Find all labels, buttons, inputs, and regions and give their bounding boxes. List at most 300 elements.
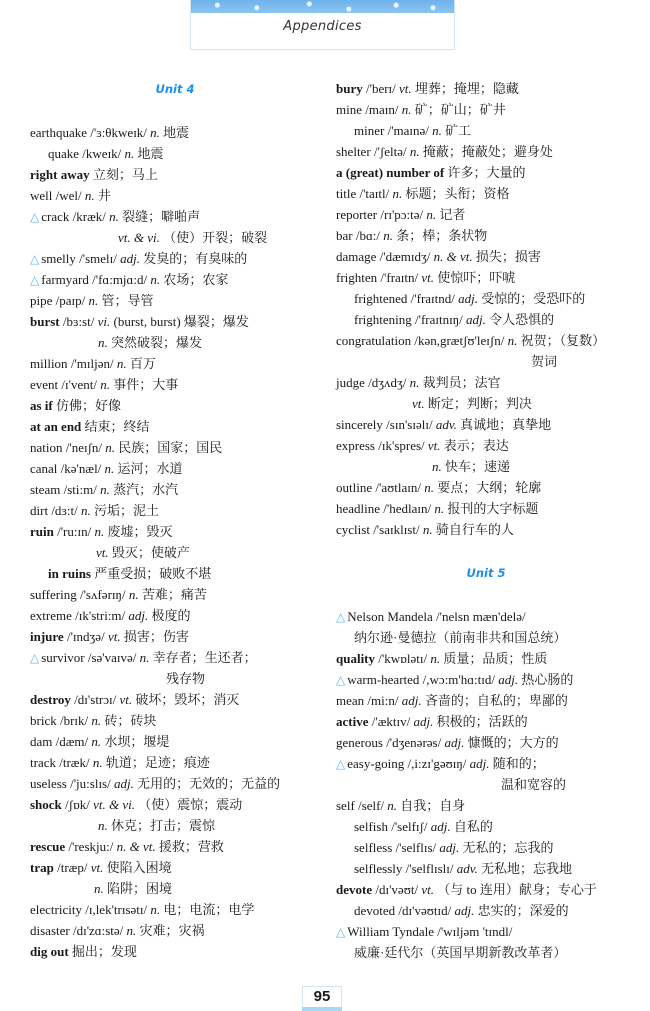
definition: 仿佛；好像 [56,398,122,413]
pronunciation: /'ɪndʒə/ [66,629,105,644]
pronunciation: /'æktɪv/ [371,714,411,729]
page-number: 95 [302,986,342,1011]
headword: burst [30,314,60,329]
definition: 骑自行车的人 [435,522,514,537]
definition: 使惊吓；吓唬 [437,270,516,285]
triangle-marker-icon: △ [30,252,40,266]
definition: 祝贺；（复数） [520,333,606,348]
vocab-entry [30,479,320,500]
part-of-speech: n. [80,503,91,518]
vocab-entry [336,351,636,372]
pronunciation: /'sʌfərɪŋ/ [79,587,126,602]
headword: extreme [30,608,72,623]
definition: 热心肠的 [521,672,574,687]
part-of-speech: n. [91,713,102,728]
right-column [336,78,636,963]
triangle-marker-icon: △ [30,273,40,287]
definition: 表示；表达 [443,438,509,453]
part-of-speech: n. [422,522,433,537]
vocab-entry [336,795,636,816]
definition: 民族；国家；国民 [118,440,223,455]
part-of-speech: adj. [430,819,451,834]
part-of-speech: n. [392,186,403,201]
headword: frightened [354,291,408,306]
pronunciation: /maɪn/ [365,102,399,117]
vocab-entry [336,393,636,414]
vocab-entry [30,752,320,773]
pronunciation: /dʒʌdʒ/ [368,375,407,390]
headword: ruin [30,524,54,539]
page-header [190,0,455,50]
vocab-entry [30,332,320,353]
triangle-marker-icon: △ [336,925,346,939]
vocab-entry [30,521,320,542]
part-of-speech: n. [409,144,420,159]
part-of-speech: n. [426,207,437,222]
pronunciation: /'ru:ɪn/ [57,524,92,539]
headword: warm-hearted [347,672,420,687]
vocab-entry [30,668,320,689]
part-of-speech: n. [88,293,99,308]
headword: easy-going [347,756,405,771]
triangle-marker-icon: △ [30,651,40,665]
pronunciation: /sə'vaɪvə/ [87,650,137,665]
definition: 无私的；忘我的 [462,840,554,855]
definition: 水坝；堰堤 [104,734,170,749]
part-of-speech: n. [434,501,445,516]
definition: 令人恐惧的 [489,312,555,327]
pronunciation: /dɪ'zɑ:stə/ [72,923,124,938]
definition: 损失；损害 [475,249,541,264]
headword: track [30,755,56,770]
part-of-speech: n. [105,440,116,455]
part-of-speech: adj. [120,251,141,266]
definition: (burst, burst) 爆裂；爆发 [113,314,249,329]
definition: 纳尔逊·曼德拉（前南非共和国总统） [354,630,567,645]
definition: 快车；速递 [445,459,511,474]
headword: well [30,188,53,203]
headword: active [336,714,369,729]
definition: 苦难；痛苦 [141,587,207,602]
definition: 断定；判断；判决 [427,396,532,411]
pronunciation: /ʃɒk/ [65,797,90,812]
vocab-entry [30,836,320,857]
vocab-entry [336,414,636,435]
headword: quality [336,651,376,666]
vocab-entry [336,204,636,225]
vocab-entry [30,920,320,941]
vocab-entry [336,225,636,246]
definition: 条；棒；条状物 [396,228,488,243]
vocab-entry [30,458,320,479]
definition: 灾难；灾祸 [139,923,205,938]
headword: right away [30,167,90,182]
pronunciation: /mi:n/ [367,693,399,708]
definition: 突然破裂；爆发 [111,335,203,350]
section-title: Appendices [283,19,362,34]
headword: trap [30,860,54,875]
vocab-entry [30,374,320,395]
definition: 裁判员；法官 [422,375,501,390]
headword: survivor [41,650,85,665]
vocab-entry [30,899,320,920]
headword: quake [48,146,80,161]
pronunciation: /kən,grætʃʊ'leɪʃn/ [414,333,505,348]
definition: 援救；营救 [158,839,224,854]
definition: 自私的 [453,819,493,834]
pronunciation: /'dæmɪdʒ/ [379,249,431,264]
pronunciation: /'neɪʃn/ [65,440,103,455]
part-of-speech: vt. [107,629,121,644]
part-of-speech: vt. [96,545,109,560]
vocab-entry [336,669,636,690]
headword: injure [30,629,64,644]
definition: 无用的；无效的；无益的 [137,776,281,791]
part-of-speech: adv. [435,417,457,432]
vocab-entry [336,183,636,204]
vocab-entry [30,563,320,584]
pronunciation: /paɪp/ [55,293,86,308]
pronunciation: /wel/ [55,188,82,203]
pronunciation: /dæm/ [55,734,89,749]
definition: 许多；大量的 [447,165,526,180]
definition: 真诚地；真挚地 [460,417,552,432]
vocab-entry [30,143,320,164]
vocab-entry [336,858,636,879]
vocab-entry [336,690,636,711]
left-column [30,78,320,962]
headword: brick [30,713,57,728]
headword: smelly [41,251,76,266]
headword: William Tyndale [347,924,435,939]
part-of-speech: n. & vt. [116,839,156,854]
pronunciation: /dɪ'strɔɪ/ [74,692,117,707]
pronunciation: /'mɪljən/ [70,356,114,371]
vocab-entry [30,416,320,437]
part-of-speech: n. [432,459,442,474]
headword: event [30,377,59,392]
definition: 使陷入困境 [106,860,172,875]
vocab-entry [336,288,636,309]
headword: rescue [30,839,66,854]
vocab-entry [336,78,636,99]
part-of-speech: adj. [128,608,149,623]
definition: 管；导管 [101,293,154,308]
vocab-entry [30,353,320,374]
part-of-speech: adv. [456,861,478,876]
vocab-entry [30,794,320,815]
headword: Nelson Mandela [347,609,433,624]
headword: outline [336,480,373,495]
pronunciation: /sti:m/ [63,482,97,497]
headword: steam [30,482,61,497]
pronunciation: /,i:zɪ'gəʊɪŋ/ [407,756,467,771]
headword: selfless [354,840,393,855]
part-of-speech: adj. [401,693,422,708]
definition: 陷阱；困境 [107,881,173,896]
vocab-entry [336,267,636,288]
headword: a (great) number of [336,165,445,180]
vocab-entry [336,774,636,795]
vocab-entry [30,437,320,458]
part-of-speech: n. [139,650,150,665]
part-of-speech: adj. [454,903,475,918]
vocab-entry [30,815,320,836]
headword: devote [336,882,373,897]
pronunciation: /'ju:slɪs/ [70,776,111,791]
vocab-entry [30,857,320,878]
headword: self [336,798,355,813]
definition: 结束；终结 [84,419,150,434]
definition: 残存物 [166,671,206,686]
pronunciation: /brɪk/ [59,713,89,728]
vocab-entry [336,162,636,183]
part-of-speech: n. [430,651,441,666]
part-of-speech: n. [94,524,105,539]
headword: at an end [30,419,82,434]
headword: bar [336,228,353,243]
vocab-entry [30,689,320,710]
vocab-entry [336,435,636,456]
part-of-speech: adj. [444,735,465,750]
definition: 损害；伤害 [123,629,189,644]
vocab-entry [30,647,320,668]
definition: 污垢；泥土 [93,503,159,518]
part-of-speech: n. [432,123,442,138]
headword: farmyard [41,272,89,287]
headword: mean [336,693,365,708]
part-of-speech: n. [150,125,160,140]
headword: in ruins [48,566,91,581]
vocab-entry [336,732,636,753]
headword: earthquake [30,125,88,140]
vocab-entry [336,879,636,900]
part-of-speech: adj. [113,776,134,791]
part-of-speech: n. [98,818,108,833]
header-water-band [191,0,454,13]
part-of-speech: adj. [439,840,460,855]
pronunciation: /'ʃeltə/ [373,144,407,159]
unit-4-title: Unit 4 [155,82,195,96]
headword: mine [336,102,362,117]
pronunciation: /'saɪklɪst/ [373,522,420,537]
part-of-speech: n. [109,209,119,224]
part-of-speech: n. [126,923,137,938]
part-of-speech: n. [383,228,393,243]
headword: disaster [30,923,70,938]
part-of-speech: n. [507,333,518,348]
definition: 地震 [163,125,190,140]
vocab-entry [336,753,636,774]
definition: 受惊的；受恐吓的 [481,291,586,306]
definition: 随和的； [492,756,545,771]
pronunciation: /dɪ'vəʊt/ [375,882,419,897]
definition: 破坏；毁坏；消灭 [135,692,240,707]
vocab-entry [336,627,636,648]
part-of-speech: n. [98,335,108,350]
headword: cyclist [336,522,370,537]
pronunciation: /,wɔ:m'hɑ:tɪd/ [422,672,496,687]
headword: pipe [30,293,53,308]
headword: title [336,186,357,201]
vocab-entry [30,941,320,962]
definition: 发臭的；有臭味的 [143,251,248,266]
headword: miner [354,123,385,138]
part-of-speech: adj. [466,312,486,327]
definition: 埋葬；掩埋；隐藏 [414,81,519,96]
definition: （使）震惊；震动 [138,797,243,812]
vocab-entry [30,542,320,563]
definition: 农场；农家 [163,272,229,287]
part-of-speech: n. [94,881,104,896]
pronunciation: /rɪ'pɔ:tə/ [380,207,424,222]
part-of-speech: vt. [119,692,133,707]
pronunciation: /self/ [358,798,385,813]
pronunciation: /'fraɪtn/ [380,270,419,285]
pronunciation: /'selflɪslɪ/ [405,861,454,876]
vocab-entry [336,141,636,162]
pronunciation: /'fraɪtnɪŋ/ [415,312,463,327]
vocab-entry [30,878,320,899]
headword: suffering [30,587,77,602]
pronunciation: /kræk/ [72,209,106,224]
headword: bury [336,81,363,96]
pronunciation: /'nelsn mæn'delə/ [436,609,526,624]
pronunciation: /ɪ,lek'trɪsətɪ/ [85,902,148,917]
definition: 掘出；发现 [71,944,137,959]
pronunciation: /'dʒenərəs/ [386,735,442,750]
part-of-speech: vi. [97,314,111,329]
vocab-entry [30,395,320,416]
headword: generous [336,735,383,750]
vocab-list-unit-4-cont [336,78,636,540]
headword: devoted [354,903,396,918]
part-of-speech: n. [100,482,110,497]
vocab-entry [30,626,320,647]
definition: 裂缝；噼啪声 [122,209,201,224]
definition: 蒸汽；水汽 [113,482,179,497]
definition: 废墟；毁灭 [107,524,173,539]
part-of-speech: n. [124,146,135,161]
part-of-speech: n. [387,798,398,813]
definition: 威廉·廷代尔（英国早期新教改革者） [354,945,567,960]
part-of-speech: n. [409,375,420,390]
vocab-entry [336,372,636,393]
part-of-speech: adj. [469,756,490,771]
triangle-marker-icon: △ [336,610,346,624]
definition: 幸存者；生还者； [152,650,257,665]
part-of-speech: n. & vt. [433,249,473,264]
unit-5-title: Unit 5 [466,566,506,580]
vocab-entry [30,584,320,605]
part-of-speech: adj. [458,291,479,306]
pronunciation: /dɜ:t/ [51,503,78,518]
vocab-entry [336,519,636,540]
headword: selflessly [354,861,403,876]
headword: canal [30,461,58,476]
vocab-entry [336,921,636,942]
definition: （使）开裂；破裂 [163,230,268,245]
vocab-entry [336,330,636,351]
pronunciation: /'taɪtl/ [359,186,390,201]
part-of-speech: vt. [421,270,435,285]
definition: 标题；头衔；资格 [405,186,510,201]
pronunciation: /'reskju:/ [68,839,114,854]
headword: destroy [30,692,71,707]
part-of-speech: n. [128,587,139,602]
headword: frighten [336,270,378,285]
part-of-speech: n. [92,755,103,770]
pronunciation: /'hedlaɪn/ [383,501,432,516]
definition: 无私地；忘我地 [481,861,573,876]
pronunciation: /dɪ'vəʊtɪd/ [398,903,452,918]
headword: shock [30,797,62,812]
triangle-marker-icon: △ [30,210,40,224]
pronunciation: /ɪk'spres/ [378,438,425,453]
definition: 矿工 [445,123,472,138]
headword: frightening [354,312,412,327]
vocab-entry [336,99,636,120]
vocab-entry [336,477,636,498]
vocab-entry [336,606,636,627]
vocab-entry [336,942,636,963]
definition: 地震 [137,146,164,161]
definition: 质量；品质；性质 [443,651,548,666]
definition: 休克；打击；震惊 [111,818,216,833]
vocab-entry [336,456,636,477]
headword: damage [336,249,377,264]
part-of-speech: vt. [412,396,425,411]
vocab-entry [30,227,320,248]
vocab-entry [336,816,636,837]
vocab-entry [30,185,320,206]
vocab-entry [30,773,320,794]
definition: 记者 [439,207,466,222]
vocab-entry [30,500,320,521]
definition: 报刊的大字标题 [447,501,539,516]
part-of-speech: n. [100,377,110,392]
vocab-entry [30,269,320,290]
pronunciation: /ɪk'stri:m/ [75,608,126,623]
vocab-entry [336,648,636,669]
part-of-speech: n. [116,356,127,371]
headword: dirt [30,503,49,518]
pronunciation: /kweɪk/ [82,146,122,161]
definition: 严重受损；破败不堪 [94,566,212,581]
pronunciation: /'fraɪtnd/ [410,291,455,306]
part-of-speech: n. [424,480,434,495]
headword: reporter [336,207,378,222]
vocab-entry [30,710,320,731]
part-of-speech: vt. [427,438,441,453]
vocab-entry [30,605,320,626]
part-of-speech: vt. & vi. [118,230,160,245]
triangle-marker-icon: △ [336,673,346,687]
vocab-entry [336,837,636,858]
definition: 慷慨的；大方的 [467,735,559,750]
triangle-marker-icon: △ [336,757,346,771]
definition: 轨道；足迹；痕迹 [105,755,210,770]
vocab-list-unit-5 [336,606,636,963]
vocab-entry [30,311,320,332]
headword: dig out [30,944,69,959]
pronunciation: /kə'næl/ [60,461,102,476]
headword: sincerely [336,417,383,432]
headword: as if [30,398,53,413]
vocab-entry [336,309,636,330]
part-of-speech: n. [150,272,161,287]
headword: million [30,356,68,371]
